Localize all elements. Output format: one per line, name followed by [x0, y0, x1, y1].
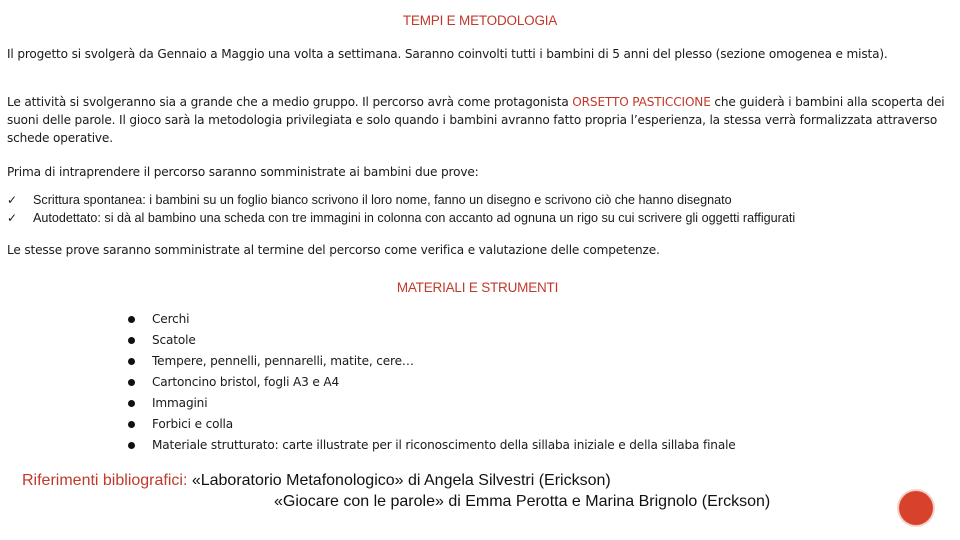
list-item-text: Immagini — [152, 396, 208, 410]
bullet-icon — [128, 400, 135, 407]
paragraph-attivita-intro: Le attività si svolgeranno sia a grande che a medio gruppo. Il percorso avrà come protagonista — [7, 95, 573, 109]
checklist-item-text: Autodettato: si dà al bambino una scheda con tre immagini in colonna con accanto ad ognuna un rigo su cui scrivere gli oggetti raffigurati — [33, 211, 796, 225]
orsetto-pasticcione-highlight: ORSETTO PASTICCIONE — [572, 95, 711, 109]
prove-checklist — [7, 191, 952, 227]
check-icon: ✓ — [7, 211, 18, 225]
bullet-icon — [128, 379, 135, 386]
list-item-text: Cartoncino bristol, fogli A3 e A4 — [152, 375, 340, 389]
heading-tempi-metodologia: TEMPI E METODOLOGIA — [402, 13, 558, 28]
list-item — [125, 309, 885, 330]
bibliography-entry: «Giocare con le parole» di Emma Perotta e Marina Brignolo (Erckson) — [274, 493, 771, 510]
list-item — [125, 372, 885, 393]
list-item — [125, 351, 885, 372]
bullet-icon — [128, 442, 135, 449]
list-item-text: Cerchi — [152, 312, 190, 326]
bullet-icon — [128, 316, 135, 323]
paragraph-periodo: Il progetto si svolgerà da Gennaio a Maggio una volta a settimana. Saranno coinvolti tutti i bambini di 5 anni del plesso (sezione omogenea e mista). — [7, 47, 888, 61]
bibliography-entry: «Laboratorio Metafonologico» di Angela Silvestri (Erickson) — [187, 472, 611, 489]
bullet-icon — [128, 358, 135, 365]
list-item — [125, 435, 885, 456]
paragraph-attivita-rest: che guiderà i bambini alla scoperta dei suoni delle parole. Il gioco sarà la metodologia privilegiata e solo quando i bambini avranno fatto propria l’esperienza, la stessa verrà formalizzata attraverso schede operative. — [7, 95, 945, 145]
materials-list — [125, 309, 885, 456]
paragraph-prove-intro: Prima di intraprendere il percorso saranno somministrate ai bambini due prove: — [7, 165, 479, 179]
bibliography — [22, 470, 902, 512]
list-item-text: Tempere, pennelli, pennarelli, matite, cere… — [152, 354, 414, 368]
checklist-item — [7, 209, 952, 227]
list-item — [125, 330, 885, 351]
paragraph-attivita — [7, 93, 952, 147]
bibliography-label: Riferimenti bibliografici: — [22, 472, 188, 489]
heading-materiali-strumenti: MATERIALI E STRUMENTI — [396, 280, 559, 295]
checklist-item-text: Scrittura spontanea: i bambini su un foglio bianco scrivono il loro nome, fanno un disegno e scrivono ciò che hanno disegnato — [33, 193, 732, 207]
check-icon: ✓ — [7, 193, 18, 207]
list-item — [125, 414, 885, 435]
list-item — [125, 393, 885, 414]
paragraph-verifica: Le stesse prove saranno somministrate al termine del percorso come verifica e valutazione delle competenze. — [7, 243, 660, 257]
checklist-item — [7, 191, 952, 209]
list-item-text: Forbici e colla — [152, 417, 234, 431]
list-item-text: Materiale strutturato: carte illustrate per il riconoscimento della sillaba iniziale e della sillaba finale — [152, 438, 736, 452]
bullet-icon — [128, 421, 135, 428]
slide-number-badge — [899, 491, 933, 525]
list-item-text: Scatole — [152, 333, 196, 347]
bullet-icon — [128, 337, 135, 344]
